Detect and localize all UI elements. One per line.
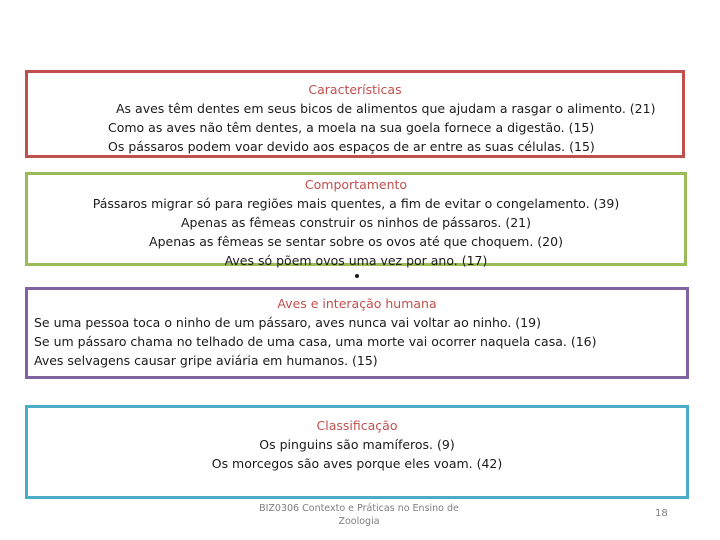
list-item: Apenas as fêmeas construir os ninhos de pássaros. (21)	[180, 215, 531, 230]
footer-course: BIZ0306 Contexto e Práticas no Ensino de Zoologia	[259, 503, 459, 527]
list-item: Como as aves não têm dentes, a moela na sua goela fornece a digestão. (15)	[108, 120, 595, 135]
bullet-dot	[355, 274, 359, 278]
list-item: Os pinguins são mamíferos. (9)	[259, 437, 455, 452]
list-item: Apenas as fêmeas se sentar sobre os ovos até que choquem. (20)	[149, 234, 563, 249]
section-title: Comportamento	[304, 177, 408, 192]
list-item: Aves só põem ovos uma vez por ano. (17)	[224, 253, 488, 268]
list-item: Se uma pessoa toca o ninho de um pássaro, aves nunca vai voltar ao ninho. (19)	[34, 315, 541, 330]
section-title: Classificação	[316, 418, 398, 433]
section-title: Características	[308, 82, 402, 97]
caracteristicas-box	[25, 70, 685, 158]
list-item: Os pássaros podem voar devido aos espaços de ar entre as suas células. (15)	[108, 139, 595, 154]
list-item: Se um pássaro chama no telhado de uma casa, uma morte vai ocorrer naquela casa. (16)	[34, 334, 597, 349]
comportamento-box	[25, 172, 687, 266]
list-item: Pássaros migrar só para regiões mais quentes, a fim de evitar o congelamento. (39)	[92, 196, 620, 211]
list-item: As aves têm dentes em seus bicos de alimentos que ajudam a rasgar o alimento. (21)	[116, 101, 656, 116]
section-title: Aves e interação humana	[277, 296, 437, 311]
page-number: 18	[655, 508, 668, 519]
list-item: Aves selvagens causar gripe aviária em humanos. (15)	[34, 353, 378, 368]
interacao-humana-box	[25, 287, 689, 379]
list-item: Os morcegos são aves porque eles voam. (42)	[211, 456, 503, 471]
classificacao-box	[25, 405, 689, 499]
